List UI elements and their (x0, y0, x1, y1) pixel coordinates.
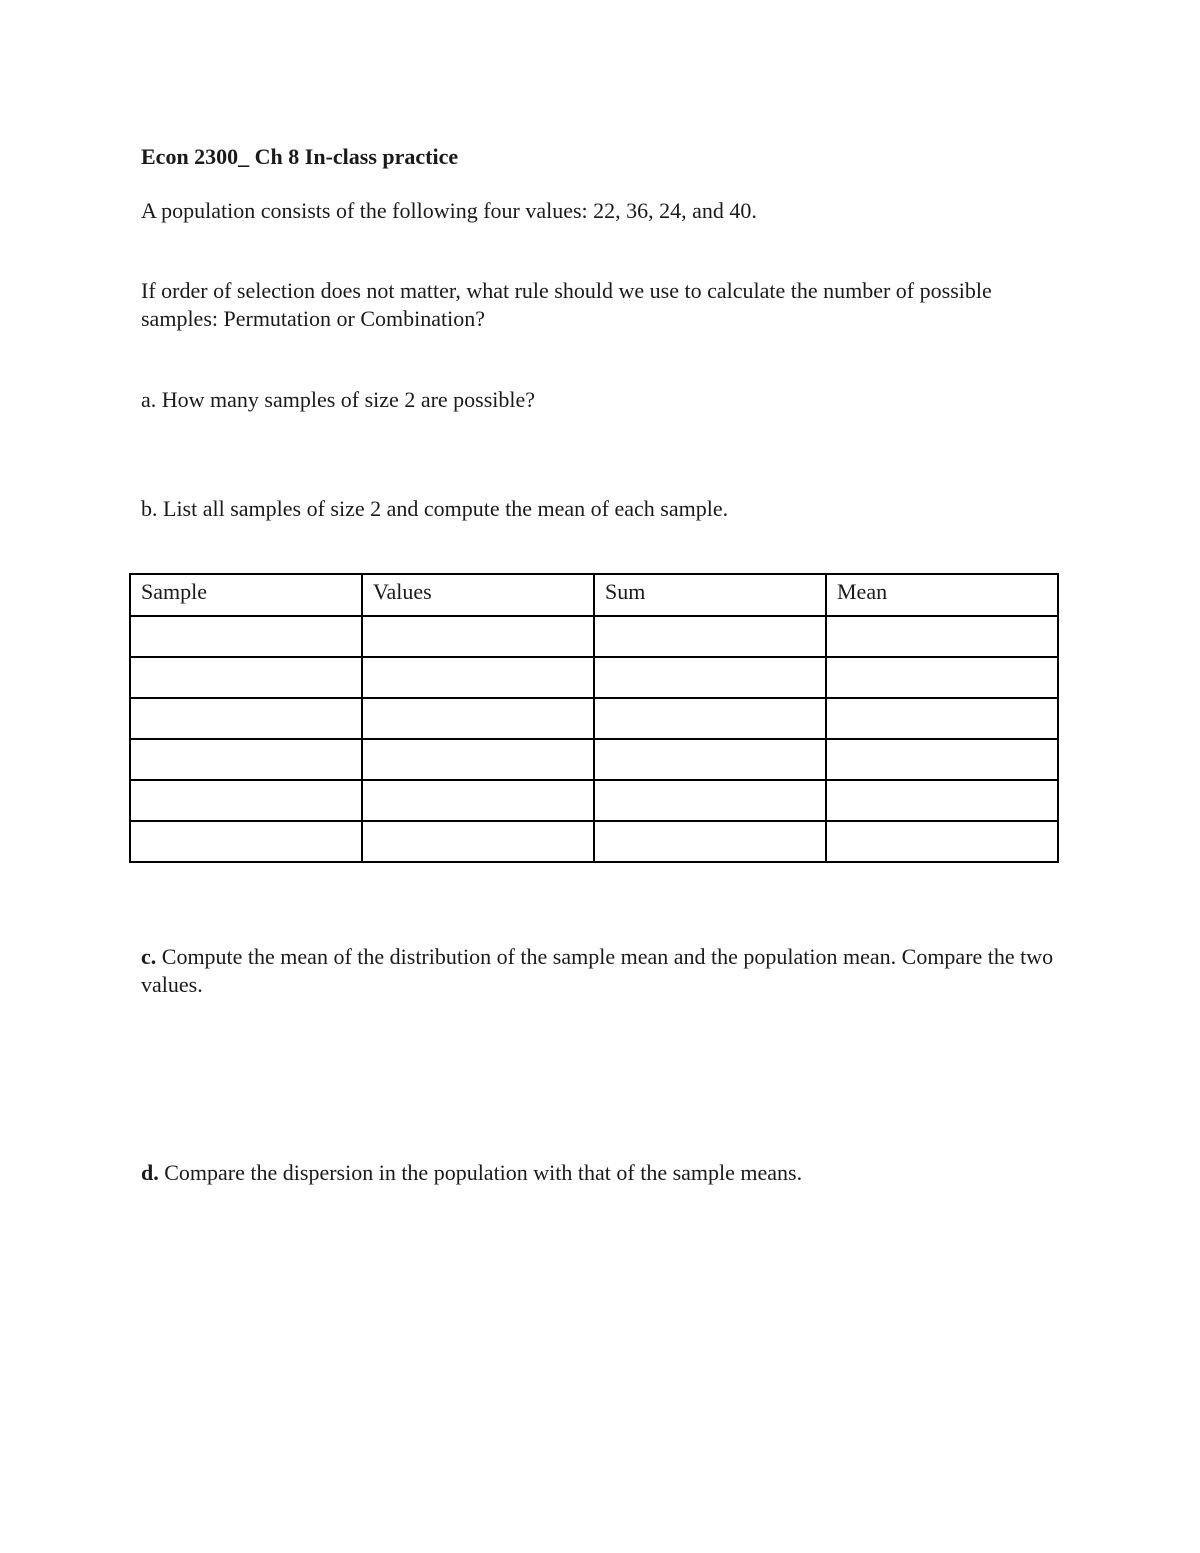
table-cell (130, 739, 362, 780)
table-cell (362, 657, 594, 698)
question-a: a. How many samples of size 2 are possible? (141, 387, 536, 412)
table-row (130, 821, 1058, 862)
table-cell (594, 616, 826, 657)
table-row (130, 657, 1058, 698)
table-cell (594, 780, 826, 821)
table-cell (826, 739, 1058, 780)
table-row (130, 780, 1058, 821)
table-cell (130, 780, 362, 821)
question-c-label: c. (141, 944, 157, 969)
table-cell (594, 698, 826, 739)
samples-table (129, 573, 1059, 863)
question-d-text: Compare the dispersion in the population with that of the sample means. (164, 1160, 803, 1185)
table-cell (594, 739, 826, 780)
selection-rule-question: If order of selection does not matter, what rule should we use to calculate the number of possible samples: Permutation or Combination? (141, 278, 992, 331)
table-cell (826, 821, 1058, 862)
question-b: b. List all samples of size 2 and compute the mean of each sample. (141, 496, 729, 521)
table-row (130, 739, 1058, 780)
table-row (130, 698, 1058, 739)
table-cell (826, 698, 1058, 739)
table-cell (362, 780, 594, 821)
table-cell (362, 821, 594, 862)
page-title: Econ 2300_ Ch 8 In-class practice (141, 144, 459, 169)
population-intro: A population consists of the following four values: 22, 36, 24, and 40. (141, 198, 757, 223)
table-cell (826, 780, 1058, 821)
header-mean: Mean (826, 574, 1058, 616)
table-header-row (130, 574, 1058, 616)
table-cell (362, 698, 594, 739)
table-cell (130, 657, 362, 698)
table-cell (130, 821, 362, 862)
header-sample: Sample (130, 574, 362, 616)
table-row (130, 616, 1058, 657)
table-cell (362, 739, 594, 780)
table-cell (594, 821, 826, 862)
table-cell (826, 657, 1058, 698)
table-cell (826, 616, 1058, 657)
table-cell (362, 616, 594, 657)
question-c (141, 943, 1061, 999)
table-cell (130, 616, 362, 657)
question-d-label: d. (141, 1160, 159, 1185)
header-values: Values (362, 574, 594, 616)
question-d (141, 1159, 802, 1187)
header-sum: Sum (594, 574, 826, 616)
question-c-text: Compute the mean of the distribution of the sample mean and the population mean. Compare the two values. (141, 944, 1054, 997)
table-cell (594, 657, 826, 698)
table-cell (130, 698, 362, 739)
